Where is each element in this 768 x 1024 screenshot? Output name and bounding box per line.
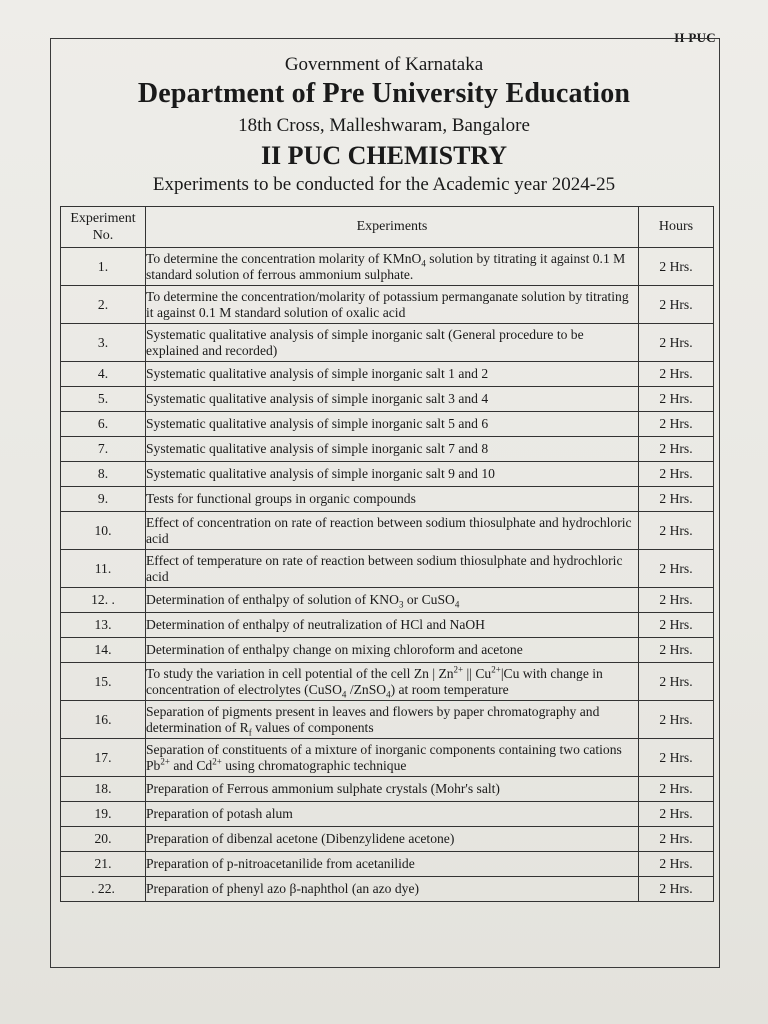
experiment-number: 12. . [61,588,146,613]
experiment-description: Systematic qualitative analysis of simple inorganic salt 9 and 10 [146,462,639,487]
government-line: Government of Karnataka [284,54,484,75]
table-row [61,462,714,487]
experiment-description: Determination of enthalpy of neutralization of HCl and NaOH [146,613,639,638]
experiment-hours: 2 Hrs. [639,362,714,387]
experiment-hours: 2 Hrs. [639,387,714,412]
table-row [61,248,714,286]
header-experiment-no: Experiment No. [61,207,146,248]
experiment-description: Determination of enthalpy change on mixing chloroform and acetone [146,638,639,663]
table-row [61,550,714,588]
table-row [61,777,714,802]
table-row [61,739,714,777]
experiment-description: Systematic qualitative analysis of simple inorganic salt (General procedure to be explained and recorded) [146,324,639,362]
table-row [61,663,714,701]
table-row [61,877,714,902]
experiment-number: 17. [61,739,146,777]
experiment-number: 8. [61,462,146,487]
experiment-description: Tests for functional groups in organic compounds [146,487,639,512]
experiment-number: 3. [61,324,146,362]
experiment-description: Systematic qualitative analysis of simple inorganic salt 1 and 2 [146,362,639,387]
experiment-number: 21. [61,852,146,877]
experiment-hours: 2 Hrs. [639,412,714,437]
experiment-description: To study the variation in cell potential of the cell Zn | $Zn^{2+}$ || $Cu^{2+}|Cu$ with change in concentration of electrolytes (CuSO$_4$ /ZnSO$_4$) at room temperature [146,663,639,701]
experiment-hours: 2 Hrs. [639,663,714,701]
table-row [61,487,714,512]
experiment-hours: 2 Hrs. [639,739,714,777]
experiments-table [60,206,714,902]
table-row [61,827,714,852]
experiments-table-body [61,248,714,902]
experiment-number: 7. [61,437,146,462]
experiment-number: 9. [61,487,146,512]
experiment-description: Systematic qualitative analysis of simple inorganic salt 5 and 6 [146,412,639,437]
table-row [61,638,714,663]
experiment-hours: 2 Hrs. [639,701,714,739]
experiment-description: Separation of constituents of a mixture of inorganic components containing two cations $Pb^{2+}$ and $Cd^{2+}$ using chromatographic technique [146,739,639,777]
experiment-number: 18. [61,777,146,802]
experiment-hours: 2 Hrs. [639,802,714,827]
experiment-number: 15. [61,663,146,701]
table-row [61,412,714,437]
experiment-hours: 2 Hrs. [639,462,714,487]
experiment-number: . 22. [61,877,146,902]
experiment-hours: 2 Hrs. [639,877,714,902]
experiment-description: Preparation of potash alum [146,802,639,827]
experiment-description: Preparation of phenyl azo β-naphthol (an azo dye) [146,877,639,902]
address-line: 18th Cross, Malleshwaram, Bangalore [238,115,530,136]
experiment-number: 10. [61,512,146,550]
experiment-hours: 2 Hrs. [639,638,714,663]
header-hours: Hours [639,207,714,248]
experiment-description: Systematic qualitative analysis of simple inorganic salt 7 and 8 [146,437,639,462]
experiment-description: Preparation of dibenzal acetone (Dibenzylidene acetone) [146,827,639,852]
header-experiments: Experiments [146,207,639,248]
experiment-number: 4. [61,362,146,387]
table-row [61,512,714,550]
experiment-hours: 2 Hrs. [639,827,714,852]
experiment-number: 6. [61,412,146,437]
experiment-number: 14. [61,638,146,663]
experiment-number: 19. [61,802,146,827]
table-row [61,286,714,324]
experiment-description: To determine the concentration molarity of KMnO$_4$ solution by titrating it against 0.1 M standard solution of ferrous ammonium sulphate. [146,248,639,286]
corner-tag: II PUC [674,30,716,45]
experiment-description: Effect of temperature on rate of reaction between sodium thiosulphate and hydrochloric acid [146,550,639,588]
experiment-hours: 2 Hrs. [639,437,714,462]
experiment-hours: 2 Hrs. [639,588,714,613]
subject-title: II PUC CHEMISTRY [260,141,508,170]
table-row [61,437,714,462]
experiment-number: 13. [61,613,146,638]
experiment-hours: 2 Hrs. [639,613,714,638]
experiment-hours: 2 Hrs. [639,550,714,588]
experiment-number: 11. [61,550,146,588]
experiment-number: 2. [61,286,146,324]
table-row [61,387,714,412]
experiment-hours: 2 Hrs. [639,286,714,324]
experiment-hours: 2 Hrs. [639,512,714,550]
table-header-row [61,207,714,248]
table-row [61,362,714,387]
table-row [61,802,714,827]
experiment-hours: 2 Hrs. [639,852,714,877]
experiment-description: Preparation of Ferrous ammonium sulphate crystals (Mohr's salt) [146,777,639,802]
table-row [61,852,714,877]
experiment-description: Systematic qualitative analysis of simple inorganic salt 3 and 4 [146,387,639,412]
experiment-hours: 2 Hrs. [639,248,714,286]
experiment-number: 16. [61,701,146,739]
table-row [61,324,714,362]
experiment-hours: 2 Hrs. [639,487,714,512]
experiment-number: 5. [61,387,146,412]
experiment-description: Preparation of p-nitroacetanilide from acetanilide [146,852,639,877]
table-row [61,701,714,739]
experiment-description: Separation of pigments present in leaves and flowers by paper chromatography and determination of $R_f$ values of components [146,701,639,739]
experiment-hours: 2 Hrs. [639,324,714,362]
experiment-description: Determination of enthalpy of solution of $KNO_3$ or CuSO$_4$ [146,588,639,613]
experiment-description: Effect of concentration on rate of reaction between sodium thiosulphate and hydrochloric acid [146,512,639,550]
academic-year-note: Experiments to be conducted for the Academic year 2024-25 [152,174,616,195]
experiment-number: 1. [61,248,146,286]
table-row [61,613,714,638]
experiment-number: 20. [61,827,146,852]
table-row [61,588,714,613]
experiment-description: To determine the concentration/molarity of potassium permanganate solution by titrating it against 0.1 M standard solution of oxalic acid [146,286,639,324]
department-title: Department of Pre University Education [137,78,631,109]
experiment-hours: 2 Hrs. [639,777,714,802]
